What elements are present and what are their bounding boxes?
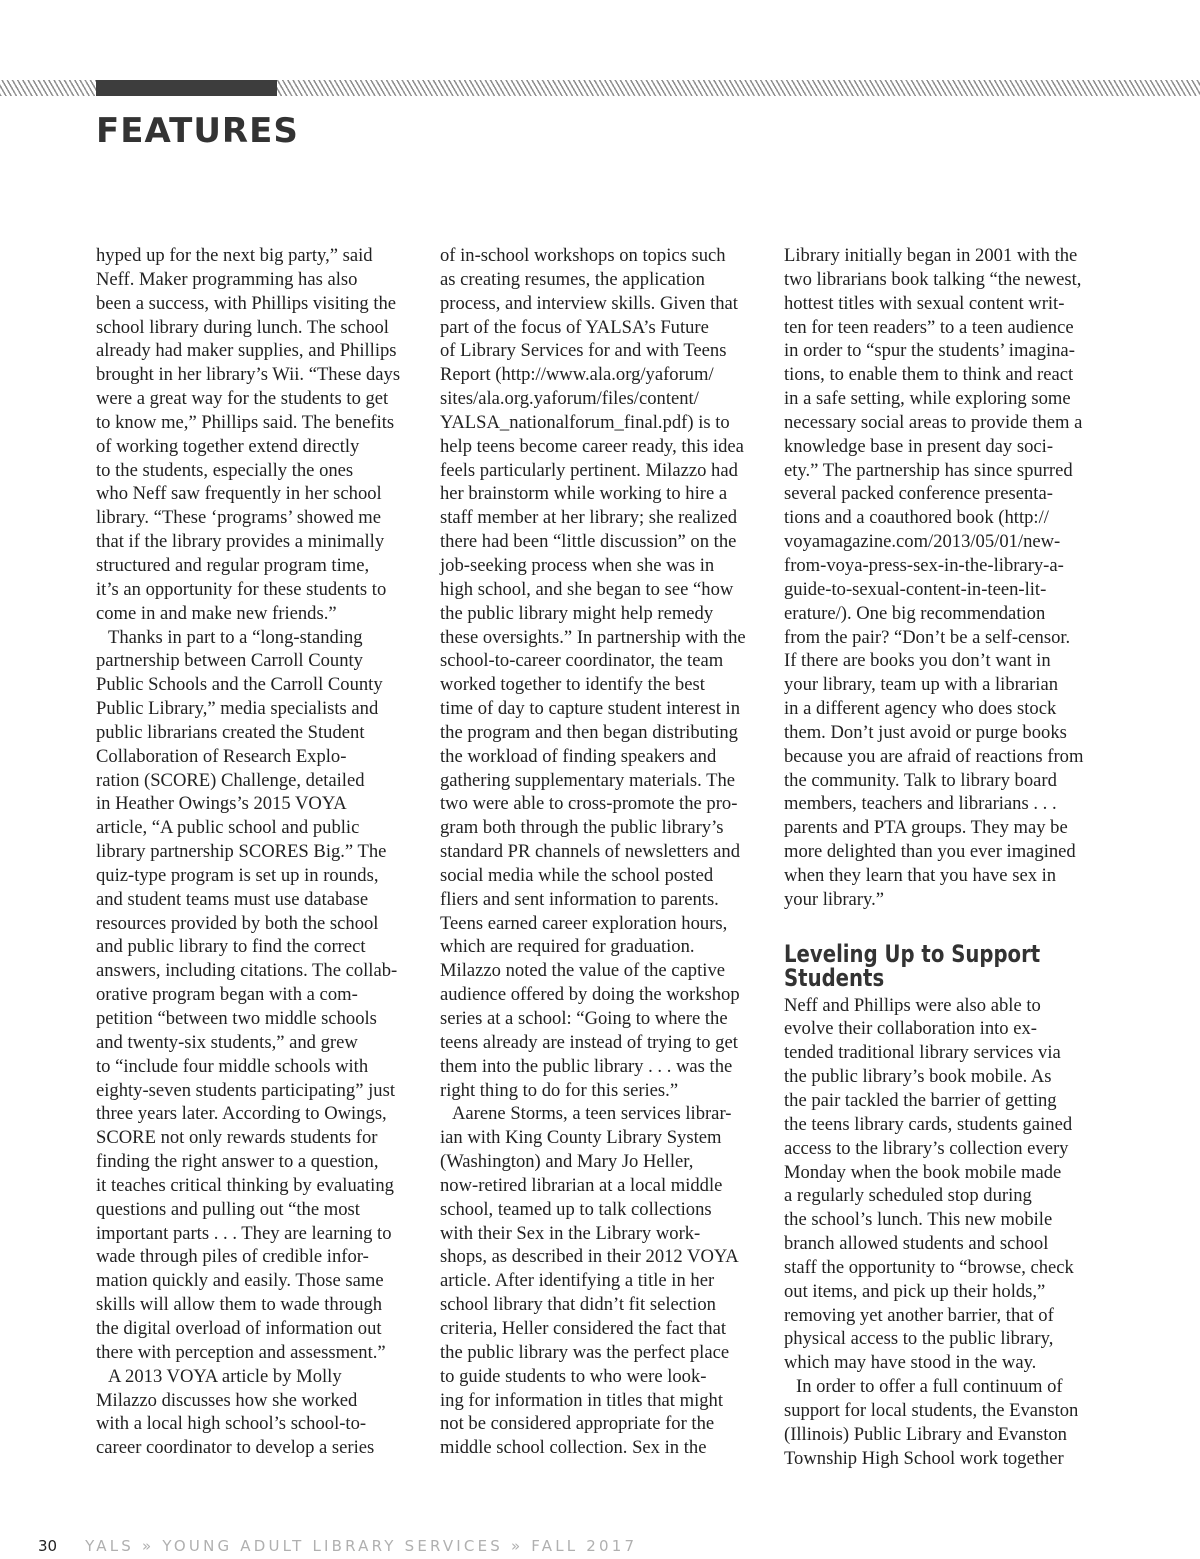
text-line: Township High School work together <box>784 1447 1064 1469</box>
text-line: the school’s lunch. This new mobile <box>784 1209 1053 1231</box>
text-line: not be considered appropriate for the <box>440 1413 715 1435</box>
text-line: school-to-career coordinator, the team <box>440 650 724 672</box>
text-line: the program and then began distributing <box>440 721 738 743</box>
text-line: tions, to enable them to think and react <box>784 364 1074 386</box>
text-line: middle school collection. Sex in the <box>440 1437 707 1459</box>
text-line: If there are books you don’t want in <box>784 650 1051 672</box>
text-line: quiz-type program is set up in rounds, <box>96 864 379 886</box>
text-line: evolve their collaboration into ex- <box>784 1018 1037 1040</box>
text-line: school library during lunch. The school <box>96 316 389 338</box>
text-line: article, “A public school and public <box>96 817 360 839</box>
text-line: hottest titles with sexual content writ- <box>784 292 1065 314</box>
subheading <box>784 939 1104 994</box>
text-line: questions and pulling out “the most <box>96 1198 360 1220</box>
text-line: in a safe setting, while exploring some <box>784 388 1071 410</box>
text-line: to “include four middle schools with <box>96 1055 369 1077</box>
text-line: a regularly scheduled stop during <box>784 1185 1032 1207</box>
text-line: physical access to the public library, <box>784 1328 1054 1350</box>
text-line: which are required for graduation. <box>440 936 695 958</box>
text-line: library. “These ‘programs’ showed me <box>96 507 381 529</box>
text-line: to guide students to who were look- <box>440 1365 707 1387</box>
text-line: that if the library provides a minimally <box>96 531 385 553</box>
text-line: necessary social areas to provide them a <box>784 411 1083 433</box>
text-line: orative program began with a com- <box>96 984 358 1006</box>
text-line: job-seeking process when she was in <box>440 554 715 576</box>
text-line: Library initially began in 2001 with the <box>784 245 1078 266</box>
text-line: erature/). One big recommendation <box>784 602 1046 624</box>
text-line: knowledge base in present day soci- <box>784 435 1054 457</box>
text-line: in a different agency who does stock <box>784 698 1057 720</box>
text-line: when they learn that you have sex in <box>784 864 1057 886</box>
text-line: ration (SCORE) Challenge, detailed <box>96 769 365 791</box>
text-line: in order to “spur the students’ imagina- <box>784 340 1075 362</box>
text-line: guide-to-sexual-content-in-teen-lit- <box>784 578 1047 600</box>
text-line: her brainstorm while working to hire a <box>440 483 728 505</box>
text-line: (Washington) and Mary Jo Heller, <box>440 1151 694 1173</box>
text-line: now-retired librarian at a local middle <box>440 1174 723 1196</box>
text-line: come in and make new friends.” <box>96 602 337 624</box>
text-line: members, teachers and librarians . . . <box>784 793 1057 815</box>
text-line: right thing to do for this series.” <box>440 1079 679 1101</box>
text-line: the public library might help remedy <box>440 602 714 624</box>
text-line: tions and a coauthored book (http:// <box>784 507 1049 529</box>
text-line: audience offered by doing the workshop <box>440 984 740 1006</box>
text-line: Report (http://www.ala.org/yaforum/ <box>440 364 714 386</box>
text-line: the teens library cards, students gained <box>784 1113 1073 1135</box>
text-line: Milazzo noted the value of the captive <box>440 960 725 982</box>
text-line: to the students, especially the ones <box>96 459 354 481</box>
text-line: voyamagazine.com/2013/05/01/new- <box>784 531 1061 553</box>
text-line: been a success, with Phillips visiting the <box>96 292 397 314</box>
text-line: part of the focus of YALSA’s Future <box>440 316 709 338</box>
text-line: Public Library,” media specialists and <box>96 698 379 720</box>
subheading-line-2: Students <box>784 963 885 992</box>
text-line: skills will allow them to wade through <box>96 1294 383 1316</box>
section-title: FEATURES <box>96 111 299 151</box>
text-line: from the pair? “Don’t be a self-censor. <box>784 626 1071 648</box>
text-line: SCORE not only rewards students for <box>96 1127 378 1149</box>
text-line: and public library to find the correct <box>96 936 366 958</box>
text-line: your library, team up with a librarian <box>784 674 1058 696</box>
text-line: of in-school workshops on topics such <box>440 245 726 266</box>
text-line: A 2013 VOYA article by Molly <box>108 1365 342 1387</box>
text-line: the community. Talk to library board <box>784 769 1057 791</box>
text-line: it teaches critical thinking by evaluating <box>96 1174 394 1196</box>
text-line: Monday when the book mobile made <box>784 1161 1062 1183</box>
text-line: fliers and sent information to parents. <box>440 888 719 910</box>
text-line: finding the right answer to a question, <box>96 1151 379 1173</box>
text-line: these oversights.” In partnership with the <box>440 626 746 648</box>
text-line: process, and interview skills. Given that <box>440 292 738 314</box>
text-line: there with perception and assessment.” <box>96 1341 386 1363</box>
text-line: Neff. Maker programming has also <box>96 268 358 290</box>
text-line: them. Don’t just avoid or purge books <box>784 721 1067 743</box>
text-line: time of day to capture student interest in <box>440 698 740 720</box>
text-line: and twenty-six students,” and grew <box>96 1031 358 1053</box>
text-line: from-voya-press-sex-in-the-library-a- <box>784 554 1064 576</box>
text-line: staff the opportunity to “browse, check <box>784 1256 1074 1278</box>
text-line: criteria, Heller considered the fact that <box>440 1317 726 1339</box>
text-line: more delighted than you ever imagined <box>784 841 1076 863</box>
article-column-3 <box>784 244 1104 1471</box>
text-line: the workload of finding speakers and <box>440 745 717 767</box>
text-line: brought in her library’s Wii. “These days <box>96 364 401 386</box>
text-line: several packed conference presenta- <box>784 483 1053 505</box>
text-line: Teens earned career exploration hours, <box>440 912 728 934</box>
text-line: school, teamed up to talk collections <box>440 1198 712 1220</box>
text-line: Thanks in part to a “long-standing <box>108 626 363 648</box>
text-line: two librarians book talking “the newest, <box>784 268 1082 290</box>
text-line: three years later. According to Owings, <box>96 1103 387 1125</box>
header-accent-block <box>96 80 277 96</box>
text-line: hyped up for the next big party,” said <box>96 245 373 266</box>
text-line: your library.” <box>784 888 884 910</box>
text-line: structured and regular program time, <box>96 554 370 576</box>
text-line: resources provided by both the school <box>96 912 379 934</box>
subheading-line-1: Leveling Up to Support <box>784 939 1041 968</box>
text-line: support for local students, the Evanston <box>784 1399 1079 1421</box>
text-line: to know me,” Phillips said. The benefits <box>96 411 395 433</box>
text-line: the pair tackled the barrier of getting <box>784 1090 1057 1111</box>
text-line: and student teams must use database <box>96 888 369 910</box>
text-line: in Heather Owings’s 2015 VOYA <box>96 793 347 815</box>
article-column-2 <box>440 244 760 1460</box>
text-line: YALSA_nationalforum_final.pdf) is to <box>440 411 730 433</box>
text-line: as creating resumes, the application <box>440 268 705 290</box>
text-line: public librarians created the Student <box>96 721 365 743</box>
text-line: ety.” The partnership has since spurred <box>784 459 1073 481</box>
text-line: staff member at her library; she realized <box>440 507 738 529</box>
text-line: standard PR channels of newsletters and <box>440 841 741 863</box>
text-line: Neff and Phillips were also able to <box>784 994 1041 1016</box>
text-line: two were able to cross-promote the pro- <box>440 793 738 815</box>
text-line: Collaboration of Research Explo- <box>96 745 347 767</box>
text-line: which may have stood in the way. <box>784 1352 1037 1374</box>
text-line: tended traditional library services via <box>784 1042 1061 1064</box>
text-line: with a local high school’s school-to- <box>96 1413 367 1435</box>
text-line: help teens become career ready, this idea <box>440 435 744 457</box>
text-line: career coordinator to develop a series <box>96 1437 375 1459</box>
text-line: gathering supplementary materials. The <box>440 769 735 791</box>
text-line: removing yet another barrier, that of <box>784 1304 1054 1326</box>
text-line: In order to offer a full continuum of <box>796 1376 1063 1398</box>
text-line: high school, and she began to see “how <box>440 578 734 600</box>
text-line: it’s an opportunity for these students to <box>96 578 387 600</box>
text-line: eighty-seven students participating” just <box>96 1079 395 1101</box>
text-line: who Neff saw frequently in her school <box>96 483 382 505</box>
text-line: the public library’s book mobile. As <box>784 1066 1052 1088</box>
text-line: feels particularly pertinent. Milazzo had <box>440 459 738 481</box>
text-line: Public Schools and the Carroll County <box>96 674 383 696</box>
text-line: gram both through the public library’s <box>440 817 724 839</box>
page-number: 30 <box>38 1537 58 1555</box>
text-line: of Library Services for and with Teens <box>440 340 727 362</box>
text-line: Milazzo discusses how she worked <box>96 1389 358 1411</box>
text-line: (Illinois) Public Library and Evanston <box>784 1423 1067 1445</box>
text-line: school library that didn’t fit selection <box>440 1294 716 1316</box>
text-line: there had been “little discussion” on the <box>440 531 737 553</box>
text-line: series at a school: “Going to where the <box>440 1008 728 1029</box>
text-line: Aarene Storms, a teen services librar- <box>452 1103 732 1125</box>
page-footer <box>38 1536 637 1556</box>
text-line: access to the library’s collection every <box>784 1137 1069 1159</box>
text-line: sites/ala.org.yaforum/files/content/ <box>440 388 699 410</box>
text-line: the digital overload of information out <box>96 1317 382 1339</box>
text-line: worked together to identify the best <box>440 674 705 696</box>
text-line: teens already are instead of trying to get <box>440 1031 738 1053</box>
text-line: partnership between Carroll County <box>96 650 363 672</box>
text-line: important parts . . . They are learning to <box>96 1222 392 1244</box>
text-line: the public library was the perfect place <box>440 1341 730 1363</box>
text-line: were a great way for the students to get <box>96 388 389 410</box>
text-line: ten for teen readers” to a teen audience <box>784 316 1074 338</box>
text-line: article. After identifying a title in her <box>440 1270 715 1292</box>
text-line: wade through piles of credible infor- <box>96 1246 369 1268</box>
text-line: mation quickly and easily. Those same <box>96 1270 384 1292</box>
text-line: out items, and pick up their holds,” <box>784 1280 1046 1302</box>
text-line: social media while the school posted <box>440 864 714 886</box>
text-line: ing for information in titles that might <box>440 1389 724 1411</box>
text-line: with their Sex in the Library work- <box>440 1222 701 1244</box>
publication-footer: YALS » YOUNG ADULT LIBRARY SERVICES » FALL 2017 <box>85 1537 638 1555</box>
text-line: answers, including citations. The collab- <box>96 960 398 982</box>
text-line: already had maker supplies, and Phillips <box>96 340 397 362</box>
text-line: them into the public library . . . was the <box>440 1055 733 1077</box>
article-column-1 <box>96 244 416 1460</box>
text-line: parents and PTA groups. They may be <box>784 817 1068 839</box>
text-line: branch allowed students and school <box>784 1233 1049 1255</box>
text-line: petition “between two middle schools <box>96 1008 377 1029</box>
text-line: because you are afraid of reactions from <box>784 745 1084 767</box>
text-line: shops, as described in their 2012 VOYA <box>440 1246 739 1268</box>
text-line: of working together extend directly <box>96 435 360 457</box>
text-line: ian with King County Library System <box>440 1127 722 1149</box>
text-line: library partnership SCORES Big.” The <box>96 841 387 863</box>
